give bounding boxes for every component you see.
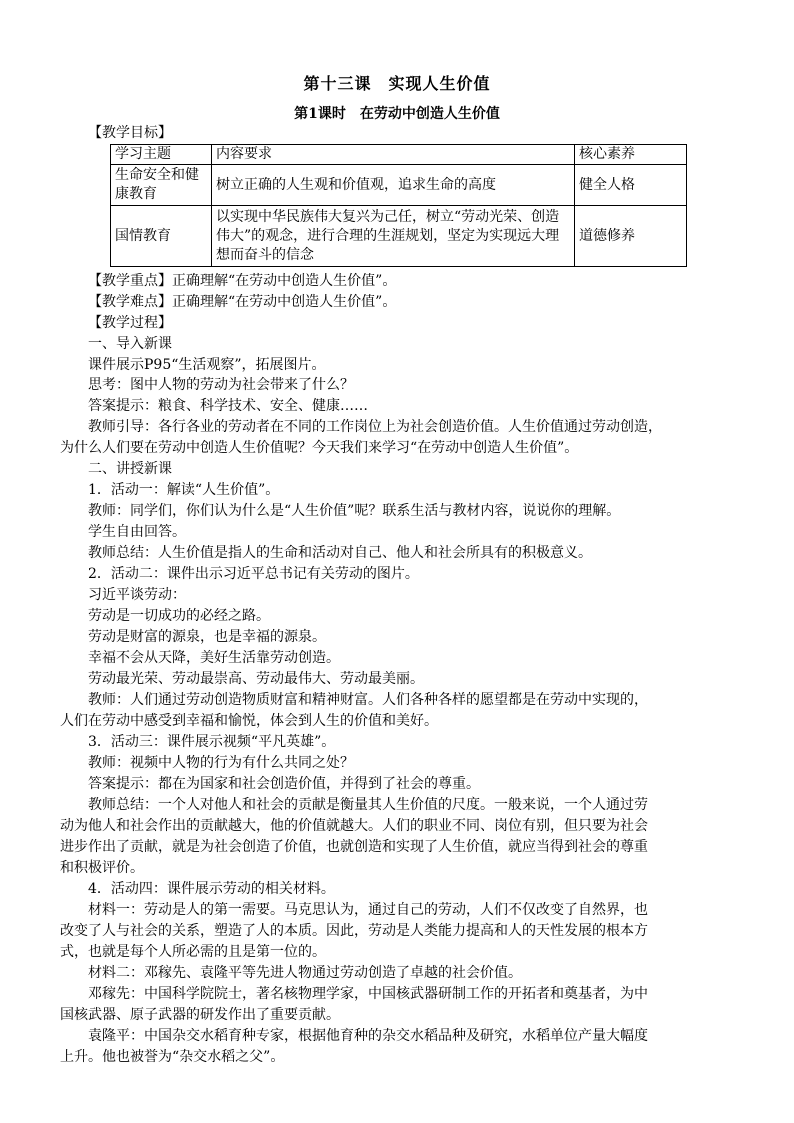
text-line: 教师总结：一个人对他人和社会的贡献是衡量其人生价值的尺度。一般来说，一个人通过劳 <box>88 797 648 813</box>
text-line: 学生自由回答。 <box>88 524 186 540</box>
text-line: 【教学过程】 <box>88 315 172 331</box>
text-line: 答案提示：粮食、科学技术、安全、健康…… <box>88 398 368 414</box>
table-row <box>111 206 687 267</box>
text-line: 幸福不会从天降，美好生活靠劳动创造。 <box>88 650 340 666</box>
text-line: 改变了人与社会的关系，塑造了人的本质。因此，劳动是人类能力提高和人的天性发展的根本方 <box>60 923 648 939</box>
text-line: 为什么人们要在劳动中创造人生价值呢？今天我们来学习“在劳动中创造人生价值”。 <box>60 440 579 456</box>
text-line: 教师总结：人生价值是指人的生命和活动对自己、他人和社会所具有的积极意义。 <box>88 545 592 561</box>
text-line: 教师引导：各行各业的劳动者在不同的工作岗位上为社会创造价值。人生价值通过劳动创造， <box>88 419 662 435</box>
table-cell: 国情教育 <box>111 206 212 267</box>
text-line: 国核武器、原子武器的研发作出了重要贡献。 <box>60 1007 340 1023</box>
table-cell: 树立正确的人生观和价值观，追求生命的高度 <box>212 165 575 206</box>
text-line: 材料二：邓稼先、袁隆平等先进人物通过劳动创造了卓越的社会价值。 <box>88 965 522 981</box>
table-cell: 道德修养 <box>575 206 687 267</box>
text-line: 思考：图中人物的劳动为社会带来了什么？ <box>88 377 354 393</box>
text-line: 劳动是一切成功的必经之路。 <box>88 608 270 624</box>
table-row <box>111 165 687 206</box>
table-cell: 生命安全和健康教育 <box>111 165 212 206</box>
text-line: 1．活动一：解读“人生价值”。 <box>88 482 280 498</box>
text-line: 答案提示：都在为国家和社会创造价值，并得到了社会的尊重。 <box>88 776 480 792</box>
text-line: 习近平谈劳动： <box>88 587 186 603</box>
text-line: 动为他人和社会作出的贡献越大，他的价值就越大。人们的职业不同、岗位有别，但只要为社会 <box>60 818 648 834</box>
text-line: 上升。他也被誉为“杂交水稻之父”。 <box>60 1049 285 1065</box>
text-line: 教师：同学们，你们认为什么是“人生价值”呢？联系生活与教材内容，说说你的理解。 <box>88 503 621 519</box>
table-cell: 以实现中华民族伟大复兴为己任，树立“劳动光荣、创造伟大”的观念，进行合理的生涯规划，坚定为实现远大理想而奋斗的信念 <box>212 206 575 267</box>
teaching-goals-table <box>110 144 687 267</box>
lesson-subtitle: 第1课时 在劳动中创造人生价值 <box>294 106 500 122</box>
table-cell: 健全人格 <box>575 165 687 206</box>
table-header-cell: 核心素养 <box>575 145 687 165</box>
table-header-row <box>111 145 687 165</box>
text-line: 二、讲授新课 <box>88 461 172 477</box>
text-line: 3．活动三：课件展示视频“平凡英雄”。 <box>88 734 336 750</box>
text-line: 袁隆平：中国杂交水稻育种专家，根据他育种的杂交水稻品种及研究，水稻单位产量大幅度 <box>88 1028 648 1044</box>
text-line: 一、导入新课 <box>88 336 172 352</box>
text-line: 课件展示P95“生活观察”，拓展图片。 <box>88 357 326 373</box>
text-line: 2．活动二：课件出示习近平总书记有关劳动的图片。 <box>88 566 419 582</box>
table-header-cell: 内容要求 <box>212 145 575 165</box>
text-line: 进步作出了贡献，就是为社会创造了价值，也就创造和实现了人生价值，就应当得到社会的尊重 <box>60 839 648 855</box>
text-line: 4．活动四：课件展示劳动的相关材料。 <box>88 881 335 897</box>
text-line: 人们在劳动中感受到幸福和愉悦，体会到人生的价值和美好。 <box>60 713 438 729</box>
text-line: 【教学重点】正确理解“在劳动中创造人生价值”。 <box>88 273 397 289</box>
text-line: 劳动是财富的源泉，也是幸福的源泉。 <box>88 629 326 645</box>
goals-heading: 【教学目标】 <box>88 125 172 141</box>
text-line: 和积极评价。 <box>60 860 144 876</box>
lesson-title: 第十三课 实现人生价值 <box>303 74 491 93</box>
table-header-cell: 学习主题 <box>111 145 212 165</box>
text-line: 式，也就是每个人所必需的且是第一位的。 <box>60 944 326 960</box>
text-line: 教师：人们通过劳动创造物质财富和精神财富。人们各种各样的愿望都是在劳动中实现的， <box>88 692 648 708</box>
text-line: 教师：视频中人物的行为有什么共同之处？ <box>88 755 354 771</box>
text-line: 【教学难点】正确理解“在劳动中创造人生价值”。 <box>88 294 397 310</box>
text-line: 邓稼先：中国科学院院士，著名核物理学家，中国核武器研制工作的开拓者和奠基者，为中 <box>88 986 648 1002</box>
text-line: 材料一：劳动是人的第一需要。马克思认为，通过自己的劳动，人们不仅改变了自然界，也 <box>88 902 648 918</box>
text-line: 劳动最光荣、劳动最崇高、劳动最伟大、劳动最美丽。 <box>88 671 424 687</box>
